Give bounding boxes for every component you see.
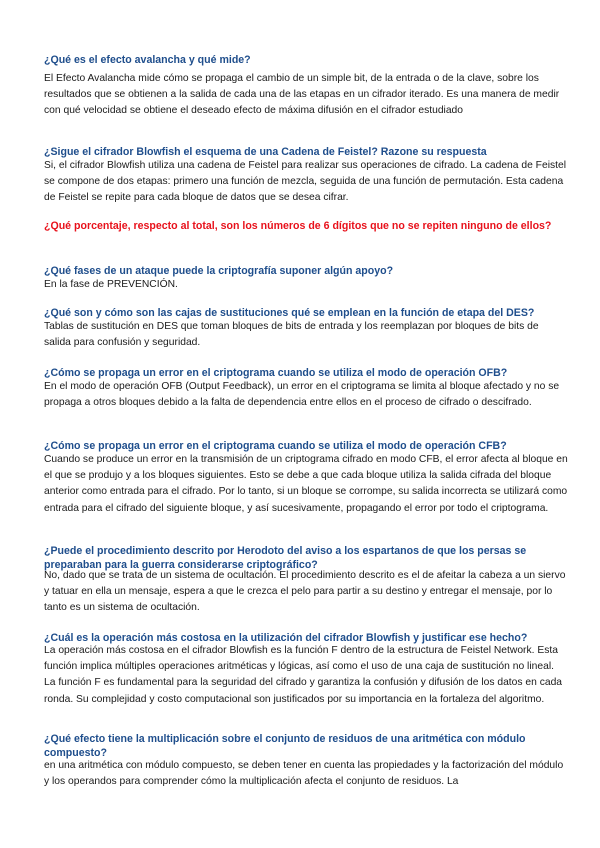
answer-ofb-error: En el modo de operación OFB (Output Feedback), un error en el criptograma se limita al bloque afectado y no se propaga a otros bloques debido a la falta de dependencia entre ellos en el proceso de cifrado o descifrado. bbox=[44, 381, 560, 409]
question-blowfish-cost: ¿Cuál es la operación más costosa en la utilización del cifrador Blowfish y justificar ese hecho? bbox=[44, 632, 528, 644]
question-des-sboxes: ¿Qué son y cómo son las cajas de sustituciones qué se emplean en la función de etapa del DES? bbox=[44, 307, 535, 319]
answer-avalanche: El Efecto Avalancha mide cómo se propaga el cambio de un simple bit, de la entrada o de la clave, sobre los resultados que se obtienen a la salida de cada una de las etapas en un cifrador iterado. Es una manera de medir con qué velocidad se obtiene el deseado efecto de máxima difusión en el cifrador estudiado bbox=[44, 73, 560, 117]
answer-modular-multiplication: en una aritmética con módulo compuesto, se deben tener en cuenta las propiedades y la factorización del módulo y los operandos para comprender cómo la multiplicación afecta el conjunto de residuos. La bbox=[44, 760, 564, 788]
answer-herodotus: No, dado que se trata de un sistema de ocultación. El procedimiento descrito es el de afeitar la cabeza a un siervo y tatuar en ella un mensaje, espera a que le crezca el pelo para partir a su destino y entregar el mensaje, por lo tanto es un sistema de ocultación. bbox=[44, 570, 566, 614]
question-ofb-error: ¿Cómo se propaga un error en el criptograma cuando se utiliza el modo de operación OFB? bbox=[44, 367, 508, 379]
answer-des-sboxes: Tablas de sustitución en DES que toman bloques de bits de entrada y los reemplazan por bloques de bits de salida para confusión y seguridad. bbox=[44, 321, 539, 349]
question-modular-multiplication: ¿Qué efecto tiene la multiplicación sobre el conjunto de residuos de una aritmética con módulo compuesto? bbox=[44, 733, 526, 759]
answer-attack-phases: En la fase de PREVENCIÓN. bbox=[44, 279, 178, 290]
question-blowfish-feistel: ¿Sigue el cifrador Blowfish el esquema de una Cadena de Feistel? Razone su respuesta bbox=[44, 146, 487, 158]
question-herodotus: ¿Puede el procedimiento descrito por Herodoto del aviso a los espartanos de que los persas se preparaban para la guerra considerarse criptográfico? bbox=[44, 545, 527, 571]
question-percentage-digits: ¿Qué porcentaje, respecto al total, son los números de 6 dígitos que no se repiten ninguno de ellos? bbox=[44, 220, 552, 232]
question-attack-phases: ¿Qué fases de un ataque puede la criptografía suponer algún apoyo? bbox=[44, 265, 394, 277]
answer-blowfish-cost: La operación más costosa en el cifrador Blowfish es la función F dentro de la estructura de Feistel Network. Esta función implica múltiples operaciones aritméticas y lógicas, así como el uso de una caja de sustitución no lineal. La función F es fundamental para la seguridad del cifrado y garantiza la confusión y difusión de los datos en cada ronda. Su complejidad y costo computacional son justificados por su importancia en la fortaleza del algoritmo. bbox=[44, 645, 563, 705]
question-cfb-error: ¿Cómo se propaga un error en el criptograma cuando se utiliza el modo de operación CFB? bbox=[44, 440, 507, 452]
answer-blowfish-feistel: Si, el cifrador Blowfish utiliza una cadena de Feistel para realizar sus operaciones de cifrado. La cadena de Feistel se compone de dos etapas: primero una función de mezcla, seguida de una función de permutación. Esta cadena de Feistel se repite para cada bloque de datos que se desea cifrar. bbox=[44, 160, 566, 204]
question-avalanche: ¿Qué es el efecto avalancha y qué mide? bbox=[44, 54, 251, 66]
answer-cfb-error: Cuando se produce un error en la transmisión de un criptograma cifrado en modo CFB, el error afecta al bloque en el que se produjo y a los bloques siguientes. Esto se debe a que cada bloque utiliza la salida cifrada del bloque anterior como entrada para el cifrado. Por lo tanto, si un bloque se corrompe, su salida incorrecta se utilizará como entrada para el cifrado del siguiente bloque, y así sucesivamente, propagando el error por todo el criptograma. bbox=[44, 454, 568, 514]
